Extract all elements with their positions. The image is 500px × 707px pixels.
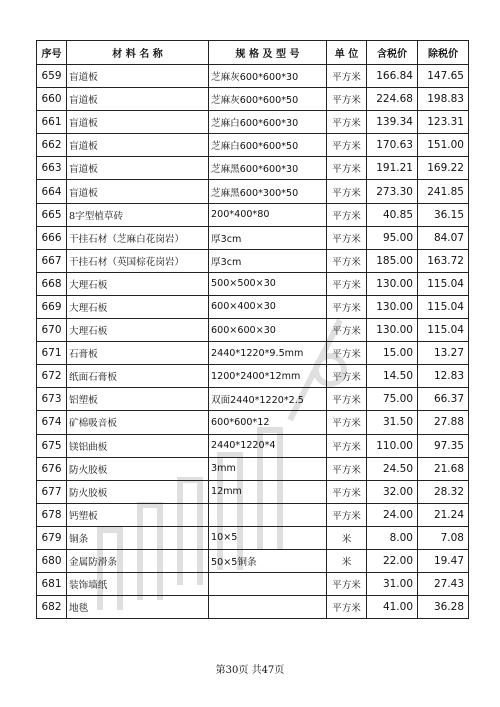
material-name: 铜条 [67, 526, 209, 549]
unit: 平方米 [327, 457, 367, 480]
price-with-tax: 191.21 [367, 157, 418, 180]
material-name: 镁铝曲板 [67, 434, 209, 457]
material-spec: 厚3cm [209, 249, 327, 272]
material-name: 盲道板 [67, 180, 209, 203]
price-without-tax: 151.00 [418, 134, 469, 157]
price-without-tax: 163.72 [418, 249, 469, 272]
header-name: 材 料 名 称 [67, 41, 209, 65]
price-with-tax: 32.00 [367, 480, 418, 503]
material-name: 防火胶板 [67, 480, 209, 503]
table-header-row [37, 41, 469, 65]
table-row [37, 549, 469, 572]
material-spec: 2440*1220*9.5mm [209, 342, 327, 365]
price-without-tax: 27.88 [418, 411, 469, 434]
price-with-tax: 170.63 [367, 134, 418, 157]
unit: 平方米 [327, 388, 367, 411]
price-without-tax: 21.68 [418, 457, 469, 480]
price-without-tax: 36.28 [418, 596, 469, 619]
material-name: 大理石板 [67, 319, 209, 342]
table-row [37, 365, 469, 388]
price-without-tax: 198.83 [418, 88, 469, 111]
material-name: 盲道板 [67, 134, 209, 157]
row-number: 671 [37, 342, 67, 365]
table-row [37, 434, 469, 457]
table-row [37, 319, 469, 342]
unit: 平方米 [327, 365, 367, 388]
price-without-tax: 147.65 [418, 65, 469, 88]
unit: 平方米 [327, 180, 367, 203]
unit: 平方米 [327, 65, 367, 88]
unit: 平方米 [327, 503, 367, 526]
material-spec: 双面2440*1220*2.5 [209, 388, 327, 411]
row-number: 680 [37, 549, 67, 572]
price-with-tax: 110.00 [367, 434, 418, 457]
row-number: 673 [37, 388, 67, 411]
row-number: 661 [37, 111, 67, 134]
table-row [37, 388, 469, 411]
row-number: 665 [37, 203, 67, 226]
unit: 平方米 [327, 295, 367, 318]
price-with-tax: 14.50 [367, 365, 418, 388]
table-row [37, 249, 469, 272]
table-row [37, 526, 469, 549]
material-name: 盲道板 [67, 157, 209, 180]
row-number: 682 [37, 596, 67, 619]
table-row [37, 342, 469, 365]
material-spec: 600×400×30 [209, 295, 327, 318]
price-without-tax: 97.35 [418, 434, 469, 457]
unit: 米 [327, 526, 367, 549]
row-number: 662 [37, 134, 67, 157]
header-price-tax: 含税价 [367, 41, 418, 65]
price-with-tax: 130.00 [367, 319, 418, 342]
row-number: 678 [37, 503, 67, 526]
row-number: 677 [37, 480, 67, 503]
material-spec: 600*600*12 [209, 411, 327, 434]
price-without-tax: 13.27 [418, 342, 469, 365]
unit: 平方米 [327, 573, 367, 596]
price-without-tax: 66.37 [418, 388, 469, 411]
material-name: 8字型植草砖 [67, 203, 209, 226]
material-name: 装饰墙纸 [67, 573, 209, 596]
price-with-tax: 185.00 [367, 249, 418, 272]
price-with-tax: 24.00 [367, 503, 418, 526]
unit: 平方米 [327, 111, 367, 134]
table-row [37, 596, 469, 619]
price-with-tax: 166.84 [367, 65, 418, 88]
material-spec: 50×5铜条 [209, 549, 327, 572]
table-row [37, 272, 469, 295]
row-number: 670 [37, 319, 67, 342]
unit: 平方米 [327, 249, 367, 272]
material-spec [209, 596, 327, 619]
material-name: 防火胶板 [67, 457, 209, 480]
unit: 平方米 [327, 226, 367, 249]
material-spec: 芝麻灰600*600*30 [209, 65, 327, 88]
table-row [37, 203, 469, 226]
material-name: 盲道板 [67, 111, 209, 134]
price-with-tax: 22.00 [367, 549, 418, 572]
header-no: 序号 [37, 41, 67, 65]
row-number: 666 [37, 226, 67, 249]
material-name: 盲道板 [67, 65, 209, 88]
row-number: 674 [37, 411, 67, 434]
price-without-tax: 12.83 [418, 365, 469, 388]
page-footer: 第30页 共47页 [215, 665, 285, 676]
price-with-tax: 24.50 [367, 457, 418, 480]
header-price-notax: 除税价 [418, 41, 469, 65]
table-row [37, 111, 469, 134]
material-spec: 芝麻白600*600*50 [209, 134, 327, 157]
table-row [37, 226, 469, 249]
row-number: 668 [37, 272, 67, 295]
price-without-tax: 241.85 [418, 180, 469, 203]
material-name: 石膏板 [67, 342, 209, 365]
table-row [37, 480, 469, 503]
material-spec: 12mm [209, 480, 327, 503]
material-spec: 10×5 [209, 526, 327, 549]
row-number: 660 [37, 88, 67, 111]
price-with-tax: 31.00 [367, 573, 418, 596]
row-number: 681 [37, 573, 67, 596]
row-number: 664 [37, 180, 67, 203]
price-without-tax: 169.22 [418, 157, 469, 180]
price-with-tax: 95.00 [367, 226, 418, 249]
unit: 平方米 [327, 272, 367, 295]
price-with-tax: 41.00 [367, 596, 418, 619]
price-without-tax: 84.07 [418, 226, 469, 249]
price-without-tax: 7.08 [418, 526, 469, 549]
price-without-tax: 28.32 [418, 480, 469, 503]
material-name: 干挂石材（芝麻白花岗岩） [67, 226, 209, 249]
price-with-tax: 139.34 [367, 111, 418, 134]
price-without-tax: 19.47 [418, 549, 469, 572]
material-name: 金属防滑条 [67, 549, 209, 572]
material-name: 干挂石材（英国棕花岗岩） [67, 249, 209, 272]
material-spec: 芝麻白600*600*30 [209, 111, 327, 134]
row-number: 675 [37, 434, 67, 457]
header-unit: 单 位 [327, 41, 367, 65]
unit: 平方米 [327, 134, 367, 157]
material-name: 地毯 [67, 596, 209, 619]
table-row [37, 573, 469, 596]
table-row [37, 295, 469, 318]
row-number: 679 [37, 526, 67, 549]
table-row [37, 65, 469, 88]
unit: 平方米 [327, 203, 367, 226]
price-with-tax: 273.30 [367, 180, 418, 203]
price-without-tax: 115.04 [418, 272, 469, 295]
header-spec: 规 格 及 型 号 [209, 41, 327, 65]
material-name: 矿棉吸音板 [67, 411, 209, 434]
table-row [37, 88, 469, 111]
unit: 平方米 [327, 88, 367, 111]
material-price-table [36, 40, 469, 619]
price-with-tax: 31.50 [367, 411, 418, 434]
material-spec: 1200*2400*12mm [209, 365, 327, 388]
table-row [37, 411, 469, 434]
material-name: 纸面石膏板 [67, 365, 209, 388]
price-without-tax: 123.31 [418, 111, 469, 134]
price-with-tax: 224.68 [367, 88, 418, 111]
unit: 平方米 [327, 480, 367, 503]
material-spec: 芝麻黑600*300*50 [209, 180, 327, 203]
table-row [37, 134, 469, 157]
price-with-tax: 15.00 [367, 342, 418, 365]
material-spec: 芝麻灰600*600*50 [209, 88, 327, 111]
material-spec: 3mm [209, 457, 327, 480]
material-name: 盲道板 [67, 88, 209, 111]
row-number: 659 [37, 65, 67, 88]
price-without-tax: 115.04 [418, 319, 469, 342]
material-spec: 2440*1220*4 [209, 434, 327, 457]
row-number: 669 [37, 295, 67, 318]
row-number: 663 [37, 157, 67, 180]
unit: 平方米 [327, 411, 367, 434]
price-with-tax: 40.85 [367, 203, 418, 226]
unit: 平方米 [327, 434, 367, 457]
material-name: 钙塑板 [67, 503, 209, 526]
unit: 平方米 [327, 342, 367, 365]
material-name: 铝塑板 [67, 388, 209, 411]
material-name: 大理石板 [67, 272, 209, 295]
unit: 平方米 [327, 596, 367, 619]
price-with-tax: 75.00 [367, 388, 418, 411]
price-without-tax: 27.43 [418, 573, 469, 596]
material-spec: 200*400*80 [209, 203, 327, 226]
price-without-tax: 36.15 [418, 203, 469, 226]
table-row [37, 503, 469, 526]
material-spec [209, 573, 327, 596]
price-without-tax: 115.04 [418, 295, 469, 318]
material-spec: 500×500×30 [209, 272, 327, 295]
table-row [37, 180, 469, 203]
price-without-tax: 21.24 [418, 503, 469, 526]
row-number: 672 [37, 365, 67, 388]
price-with-tax: 8.00 [367, 526, 418, 549]
table-row [37, 157, 469, 180]
material-spec: 芝麻黑600*600*30 [209, 157, 327, 180]
material-spec: 600×600×30 [209, 319, 327, 342]
unit: 米 [327, 549, 367, 572]
price-with-tax: 130.00 [367, 295, 418, 318]
unit: 平方米 [327, 157, 367, 180]
price-table-page [36, 40, 468, 619]
material-name: 大理石板 [67, 295, 209, 318]
table-row [37, 457, 469, 480]
material-spec [209, 503, 327, 526]
row-number: 676 [37, 457, 67, 480]
unit: 平方米 [327, 319, 367, 342]
row-number: 667 [37, 249, 67, 272]
material-spec: 厚3cm [209, 226, 327, 249]
price-with-tax: 130.00 [367, 272, 418, 295]
